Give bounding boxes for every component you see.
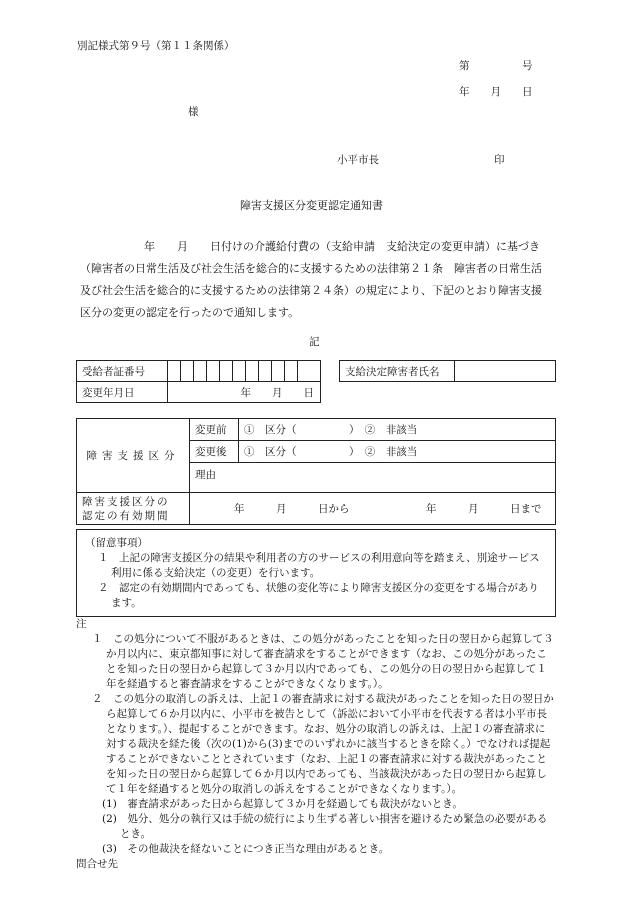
cert-digit-cell[interactable] bbox=[168, 361, 181, 382]
notes-title: 注 bbox=[76, 618, 87, 630]
cert-digit-cell[interactable] bbox=[181, 361, 194, 382]
issuer: 小平市長 bbox=[337, 154, 379, 166]
remarks-box bbox=[76, 529, 556, 617]
change-date-value[interactable]: 年 月 日 bbox=[168, 382, 321, 403]
cert-digit-cell[interactable] bbox=[259, 361, 272, 382]
remarks-item: ２ 認定の有効期間内であっても、状態の変化等により障害支援区分の変更をする場合があります。 bbox=[98, 582, 539, 609]
recipient-name-label: 支給決定障害者氏名 bbox=[340, 361, 455, 382]
cert-digit-cell[interactable] bbox=[272, 361, 285, 382]
validity-period-value[interactable] bbox=[190, 493, 556, 525]
notes-subitem: (2) 処分、処分の執行又は手続の続行により生ずる著しい損害を避けるため緊急の必要があるとき。 bbox=[102, 813, 548, 840]
validity-period-label: 障害支援区分の 認定の有効期間 bbox=[77, 493, 190, 525]
after-label: 変更後 bbox=[190, 441, 239, 463]
before-options[interactable]: ① 区分（ ） ② 非該当 bbox=[239, 419, 556, 441]
notes-section bbox=[76, 617, 554, 872]
issue-date: 年 月 日 bbox=[459, 86, 533, 98]
recipient-name-field[interactable] bbox=[455, 361, 556, 382]
before-label: 変更前 bbox=[190, 419, 239, 441]
document-number: 第 号 bbox=[459, 60, 533, 72]
remarks-item: １ 上記の障害支援区分の結果や利用者の方のサービスの利用意向等を踏まえ、別途サービス利用に係る支給決定（の変更）を行います。 bbox=[98, 552, 540, 579]
contact-label: 問合せ先 bbox=[76, 858, 118, 870]
notes-item: ２ この処分の取消しの訴えは、上記１の審査請求に対する裁決があったことを知った日の翌日から起算して６か月以内に、小平市を被告として（訴訟において小平市を代表する者は小平市長となります。）、提起することができます。なお、処分の取消しの訴えは、上記１の審査請求に対する裁決を経た後（次の(1)から(3)までのいずれかに該当するときを除く。）でなければ提起することができないこととされています（なお、上記１の審査請求に対する裁決があったことを知った日の翌日から起算して６か月以内であっても、当該裁決があった日の翌日から起算して１年を経過すると処分の取消しの訴えをすることができなくなります。）。 bbox=[92, 693, 554, 795]
cert-digit-cell[interactable] bbox=[298, 361, 321, 382]
body-line: （障害者の日常生活及び社会生活を総合的に支援するための法律第２１条 障害者の日常生活 bbox=[80, 262, 542, 275]
recipient-suffix: 様 bbox=[188, 106, 199, 118]
body-line: 区分の変更の認定を行ったので通知します。 bbox=[80, 306, 300, 319]
ki-label: 記 bbox=[309, 336, 320, 348]
reason-field[interactable] bbox=[190, 463, 556, 493]
notes-subitem: (1) 審査請求があった日から起算して３か月を経過しても裁決がないとき。 bbox=[102, 798, 463, 810]
cert-digit-cell[interactable] bbox=[220, 361, 233, 382]
recipient-table bbox=[76, 360, 556, 403]
support-category-label: 障害支援区分 bbox=[77, 419, 190, 493]
cert-number-label: 受給者証番号 bbox=[77, 361, 168, 382]
cert-digit-cell[interactable] bbox=[194, 361, 207, 382]
form-label: 別記様式第９号（第１１条関係） bbox=[77, 40, 235, 52]
remarks-title: （留意事項） bbox=[85, 537, 148, 549]
reason-label: 理由 bbox=[195, 469, 216, 481]
validity-from: 年 月 日から bbox=[234, 503, 350, 515]
support-category-table bbox=[76, 418, 556, 525]
body-line: 及び社会生活を総合的に支援するための法律第２４条）の規定により、下記のとおり障害支援 bbox=[80, 284, 542, 297]
validity-to: 年 月 日まで bbox=[426, 503, 542, 515]
document-title: 障害支援区分変更認定通知書 bbox=[240, 199, 383, 212]
cert-digit-cell[interactable] bbox=[246, 361, 259, 382]
cert-digit-cell[interactable] bbox=[285, 361, 298, 382]
body-line: 年 月 日付けの介護給付費の（支給申請 支給決定の変更申請）に基づき bbox=[144, 240, 540, 253]
seal-mark: 印 bbox=[494, 154, 505, 166]
after-options[interactable]: ① 区分（ ） ② 非該当 bbox=[239, 441, 556, 463]
cert-digit-cell[interactable] bbox=[207, 361, 220, 382]
notes-subitem: (3) その他裁決を経ないことにつき正当な理由があるとき。 bbox=[102, 843, 390, 855]
change-date-label: 変更年月日 bbox=[77, 382, 168, 403]
notes-item: １ この処分について不服があるときは、この処分があったことを知った日の翌日から起算して３か月以内に、東京都知事に対して審査請求をすることができます（なお、この処分があったことを知った日の翌日から起算して３か月以内であっても、この処分の日の翌日から起算して１年を経過すると審査請求をすることができなくなります。）。 bbox=[92, 633, 554, 690]
cert-digit-cell[interactable] bbox=[233, 361, 246, 382]
body-text bbox=[80, 236, 560, 324]
